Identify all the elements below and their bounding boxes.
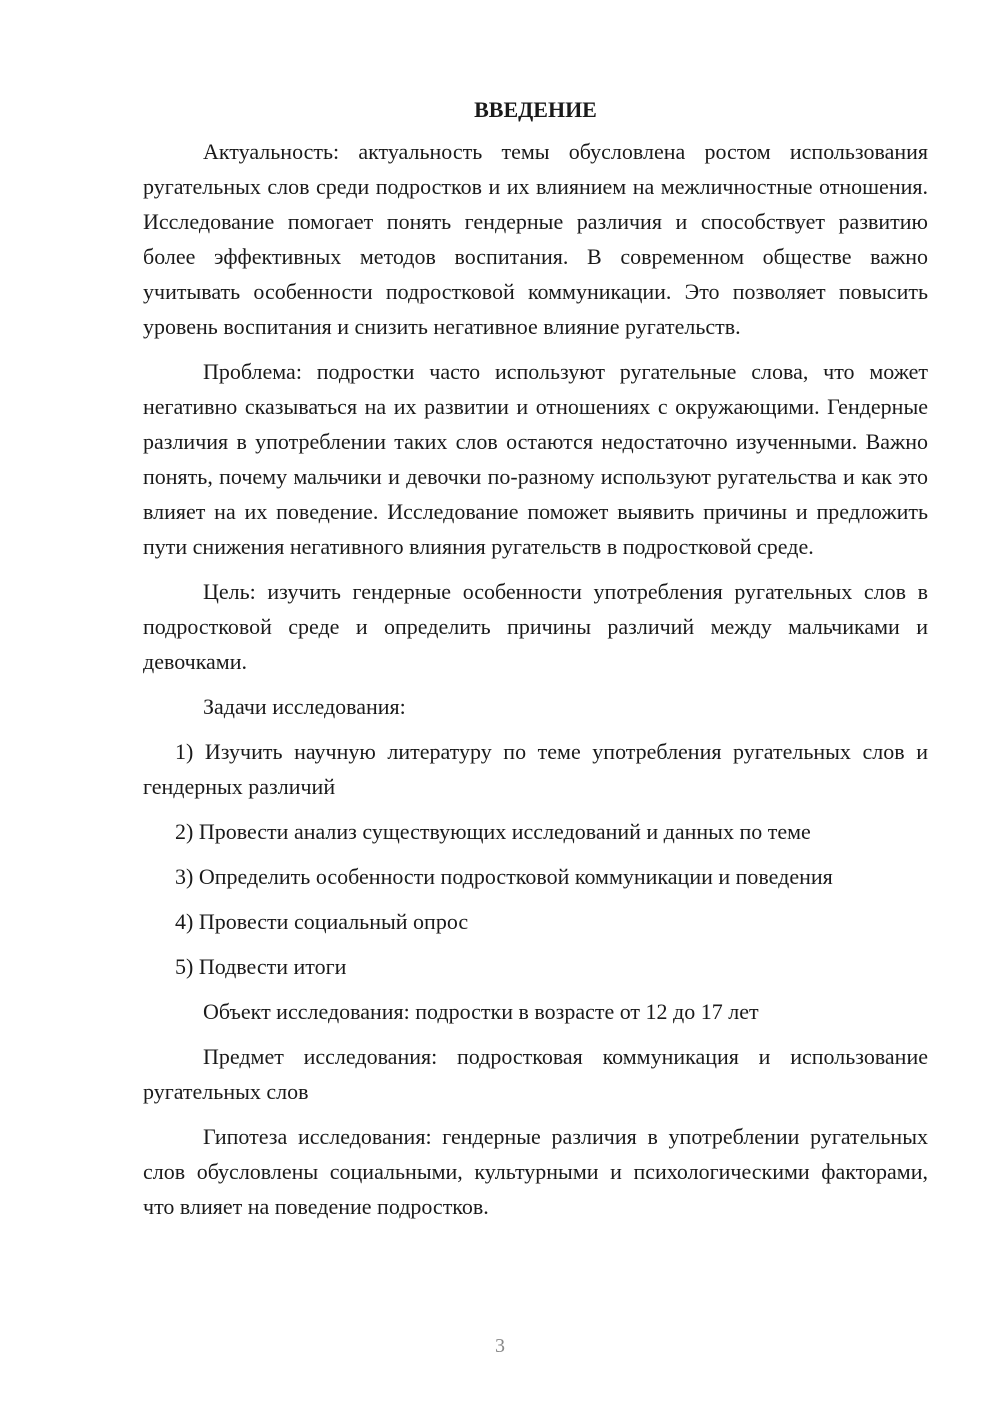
task-item: 5) Подвести итоги [175, 954, 347, 979]
task-item: 4) Провести социальный опрос [175, 909, 469, 934]
task-item: 3) Определить особенности подростковой коммуникации и поведения [175, 864, 833, 889]
page-content [143, 92, 928, 1234]
object-paragraph: Объект исследования: подростки в возрасте от 12 до 17 лет [203, 999, 759, 1024]
tasks-list [143, 734, 928, 984]
task-item: 1) Изучить научную литературу по теме употребления ругательных слов и гендерных различий [143, 739, 928, 799]
problem-paragraph: Проблема: подростки часто используют ругательные слова, что может негативно сказываться на их развитии и отношениях с окружающими. Гендерные различия в употреблении таких слов остаются недостаточно изученными. Важно понять, почему мальчики и девочки по-разному используют ругательства и как это влияет на их поведение. Исследование поможет выявить причины и предложить пути снижения негативного влияния ругательств в подростковой среде. [143, 359, 928, 559]
tasks-heading: Задачи исследования: [203, 694, 406, 719]
subject-paragraph: Предмет исследования: подростковая коммуникация и использование ругательных слов [143, 1044, 928, 1104]
page-number: 3 [495, 1335, 505, 1357]
goal-paragraph: Цель: изучить гендерные особенности употребления ругательных слов в подростковой среде и определить причины различий между мальчиками и девочками. [143, 579, 928, 674]
hypothesis-paragraph: Гипотеза исследования: гендерные различия в употреблении ругательных слов обусловлены социальными, культурными и психологическими факторами, что влияет на поведение подростков. [143, 1124, 928, 1219]
page-title: ВВЕДЕНИЕ [474, 97, 597, 122]
relevance-paragraph: Актуальность: актуальность темы обусловлена ростом использования ругательных слов среди подростков и их влиянием на межличностные отношения. Исследование помогает понять гендерные различия и способствует развитию более эффективных методов воспитания. В современном обществе важно учитывать особенности подростковой коммуникации. Это позволяет повысить уровень воспитания и снизить негативное влияние ругательств. [143, 139, 928, 339]
task-item: 2) Провести анализ существующих исследований и данных по теме [175, 819, 811, 844]
